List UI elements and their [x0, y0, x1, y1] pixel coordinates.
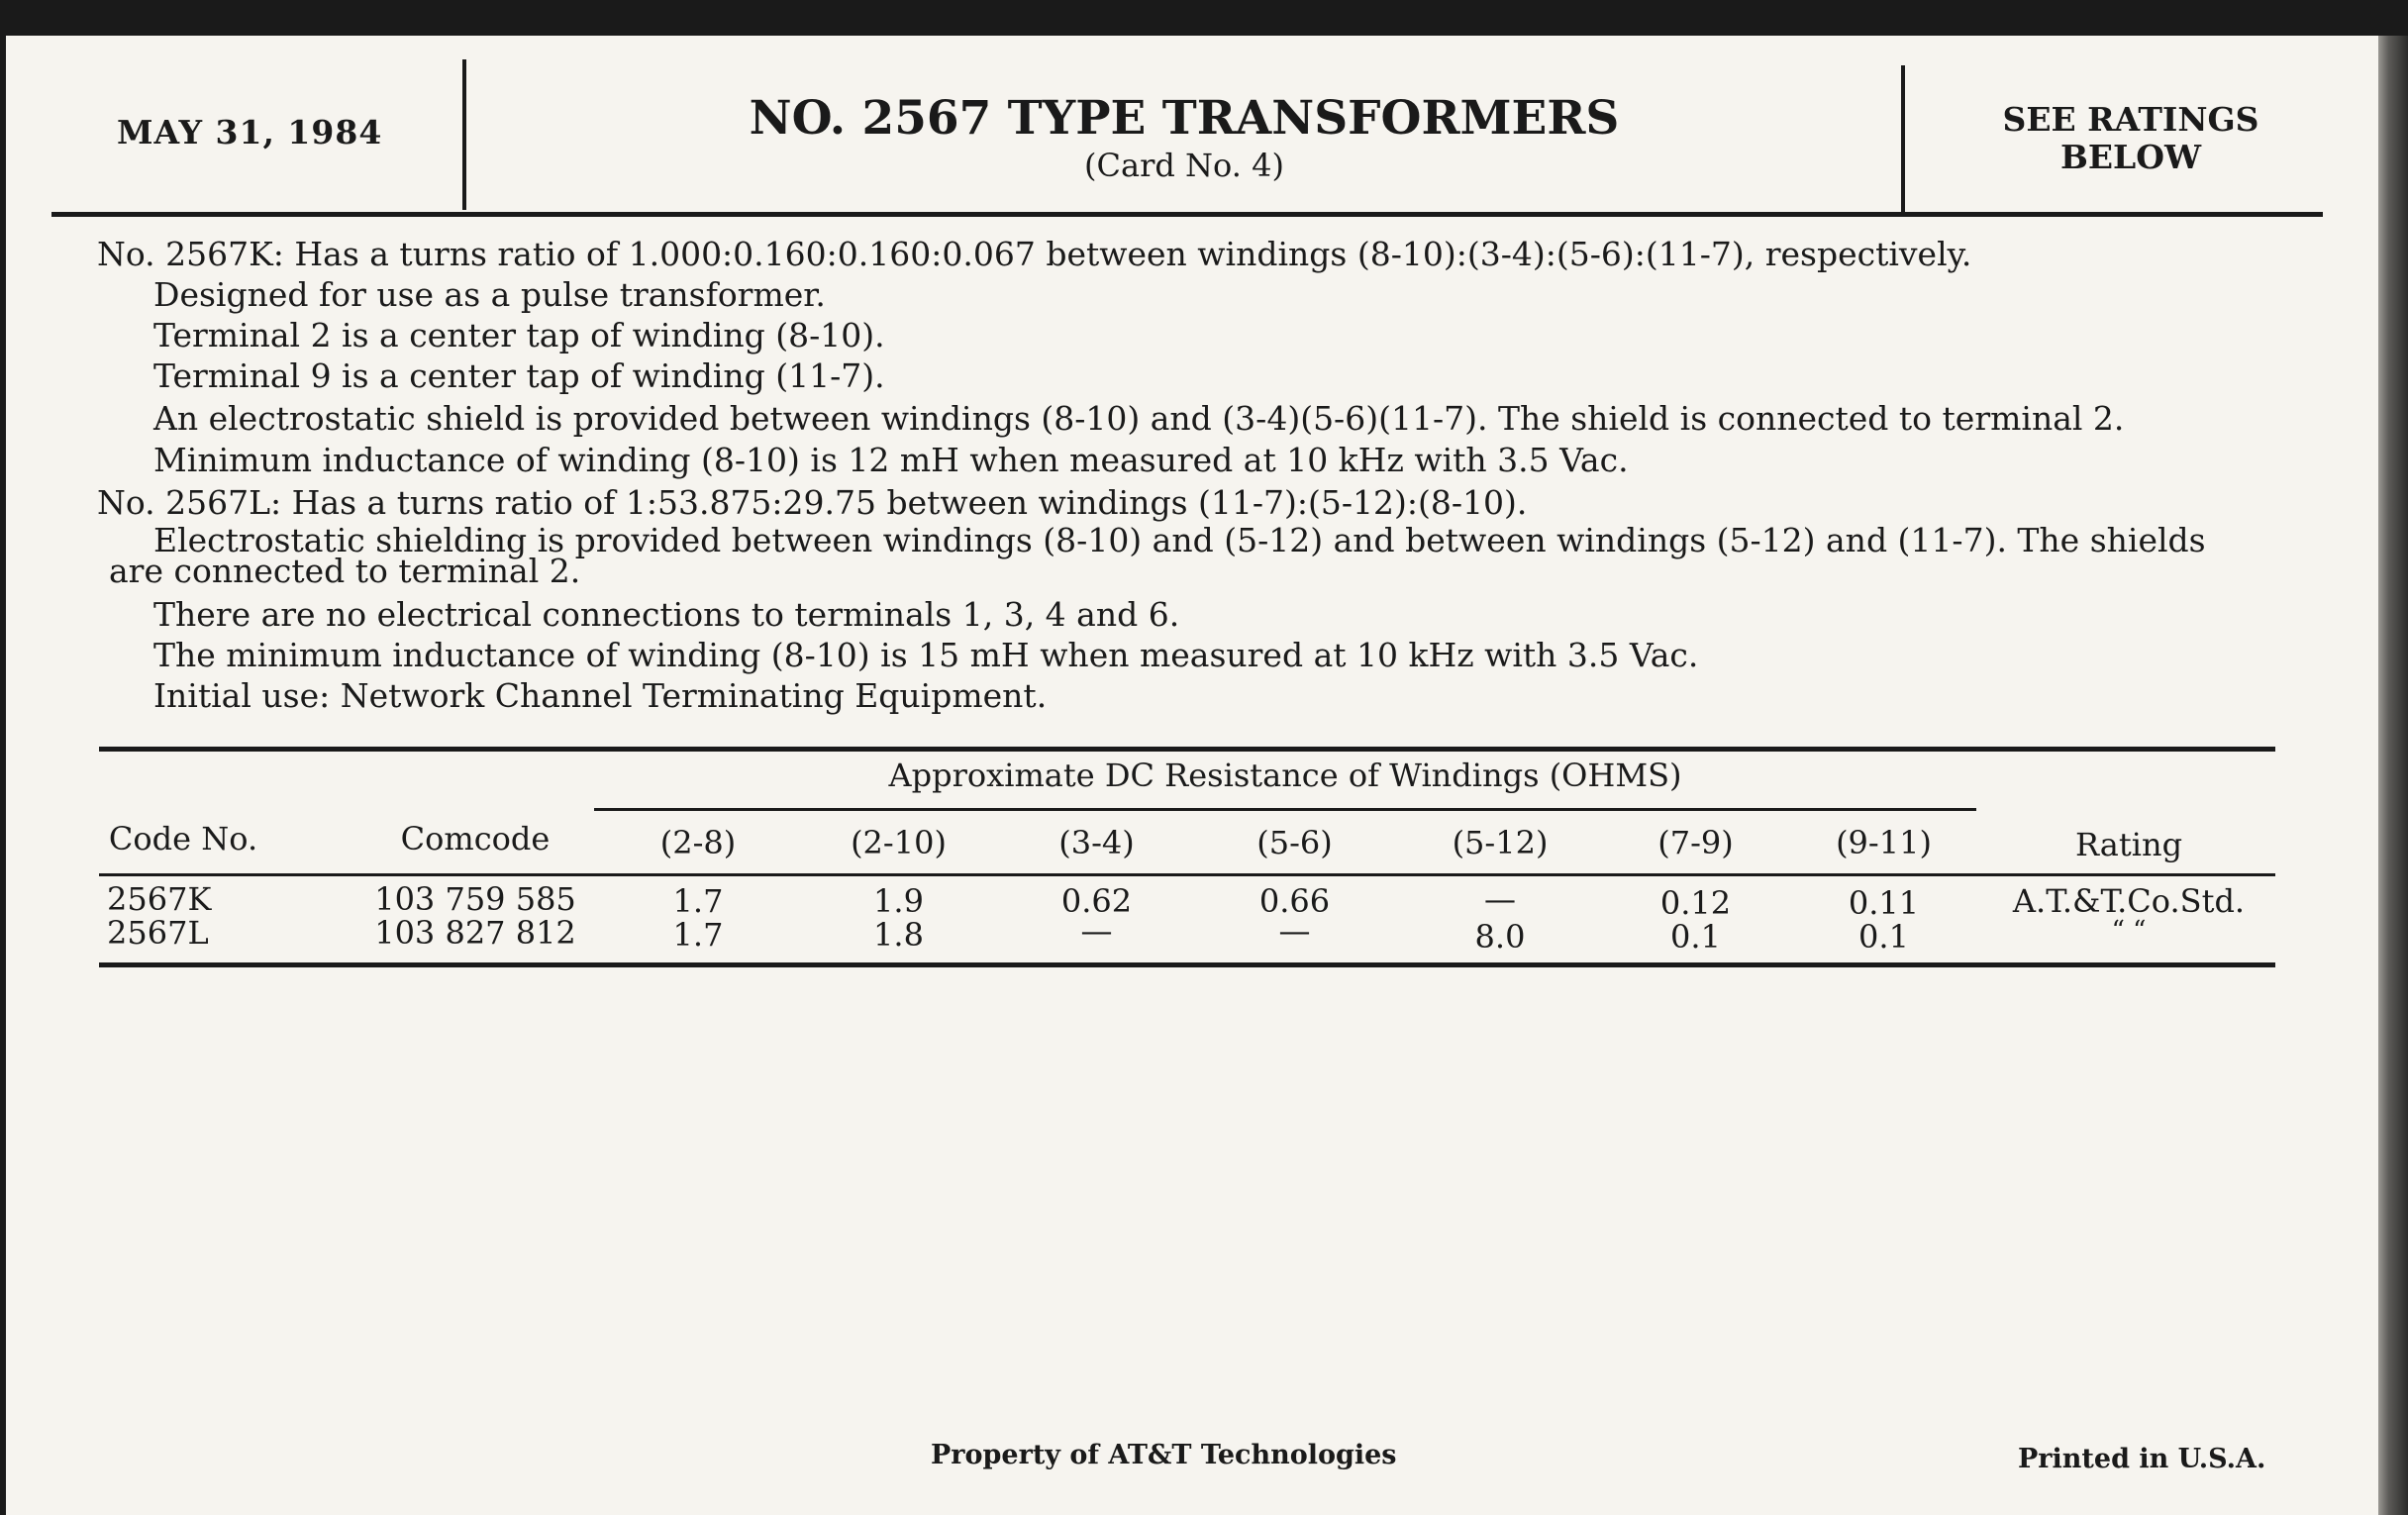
cell-comcode: 103 827 812	[374, 914, 576, 952]
ratings-note-line1: SEE RATINGS	[2002, 100, 2259, 139]
column-header-comcode: Comcode	[400, 820, 551, 858]
l-initial-use: Initial use: Network Channel Terminating Equipment.	[153, 676, 1048, 715]
table-row	[107, 914, 209, 952]
l-inductance: The minimum inductance of winding (8-10) is 15 mH when measured at 10 kHz with 3.5 Vac.	[153, 636, 1699, 674]
k-description: No. 2567K: Has a turns ratio of 1.000:0.160:0.160:0.067 between windings (8-10):(3-4):(5-6):(11-7), respectively.	[97, 235, 1972, 273]
cell-7-9: 0.12	[1659, 884, 1732, 922]
column-header-2-10: (2-10)	[851, 824, 947, 861]
column-header-9-11: (9-11)	[1836, 824, 1932, 861]
issue-date: MAY 31, 1984	[117, 113, 383, 152]
header-rule	[51, 212, 2323, 217]
cell-7-9: 0.1	[1670, 918, 1721, 956]
cell-code-no: 2567L	[107, 914, 209, 952]
cell-2-10: 1.9	[873, 882, 924, 920]
cell-5-12: 8.0	[1474, 918, 1526, 956]
cell-2-10: 1.8	[873, 916, 924, 954]
card-edge-shadow	[2378, 36, 2408, 1515]
cell-5-6: 0.66	[1258, 882, 1331, 920]
l-description: No. 2567L: Has a turns ratio of 1:53.875:29.75 between windings (11-7):(5-12):(8-10).	[97, 483, 1528, 522]
cell-9-11: 0.1	[1858, 918, 1909, 956]
card-number: (Card No. 4)	[1084, 147, 1284, 184]
table-row	[107, 880, 212, 918]
l-shielding-cont: are connected to terminal 2.	[109, 552, 581, 590]
k-terminal-2: Terminal 2 is a center tap of winding (8-10).	[153, 316, 885, 354]
column-header-5-6: (5-6)	[1256, 824, 1333, 861]
column-header-7-9: (7-9)	[1657, 824, 1734, 861]
ratings-note	[1903, 101, 2358, 176]
l-shielding: Electrostatic shielding is provided between windings (8-10) and (5-12) and between windings (5-12) and (11-7). The shields	[153, 521, 2206, 559]
property-notice: Property of AT&T Technologies	[931, 1440, 1397, 1470]
group-header-rule	[594, 808, 1976, 811]
cell-code-no: 2567K	[107, 880, 212, 918]
table-top-rule	[99, 747, 2275, 752]
printed-in: Printed in U.S.A.	[2018, 1444, 2266, 1474]
table-header-rule	[99, 873, 2275, 876]
column-header-code-no: Code No.	[108, 820, 258, 858]
cell-5-12: —	[1484, 880, 1516, 918]
column-header-2-8: (2-8)	[659, 824, 737, 861]
l-connections: There are no electrical connections to terminals 1, 3, 4 and 6.	[153, 595, 1180, 634]
cell-3-4: 0.62	[1060, 882, 1133, 920]
ratings-note-line2: BELOW	[2059, 138, 2202, 176]
k-inductance: Minimum inductance of winding (8-10) is 12 mH when measured at 10 kHz with 3.5 Vac.	[153, 441, 1629, 479]
resistance-group-header: Approximate DC Resistance of Windings (OHMS)	[888, 757, 1682, 794]
column-header-3-4: (3-4)	[1058, 824, 1135, 861]
cell-rating-ditto: “ “	[2111, 916, 2147, 946]
cell-5-6: —	[1278, 912, 1311, 950]
cell-rating: A.T.&T.Co.Std.	[2012, 882, 2246, 920]
table-bottom-rule	[99, 962, 2275, 967]
k-usage: Designed for use as a pulse transformer.	[153, 275, 826, 314]
cell-2-8: 1.7	[672, 916, 724, 954]
cell-2-8: 1.7	[672, 882, 724, 920]
document-title: NO. 2567 TYPE TRANSFORMERS	[749, 91, 1620, 146]
cell-comcode: 103 759 585	[374, 880, 576, 918]
column-header-5-12: (5-12)	[1452, 824, 1549, 861]
cell-9-11: 0.11	[1848, 884, 1920, 922]
cell-3-4: —	[1080, 912, 1113, 950]
column-header-rating: Rating	[2074, 826, 2183, 863]
k-shield: An electrostatic shield is provided between windings (8-10) and (3-4)(5-6)(11-7). The shield is connected to terminal 2.	[153, 399, 2125, 438]
k-terminal-9: Terminal 9 is a center tap of winding (11-7).	[153, 356, 885, 395]
